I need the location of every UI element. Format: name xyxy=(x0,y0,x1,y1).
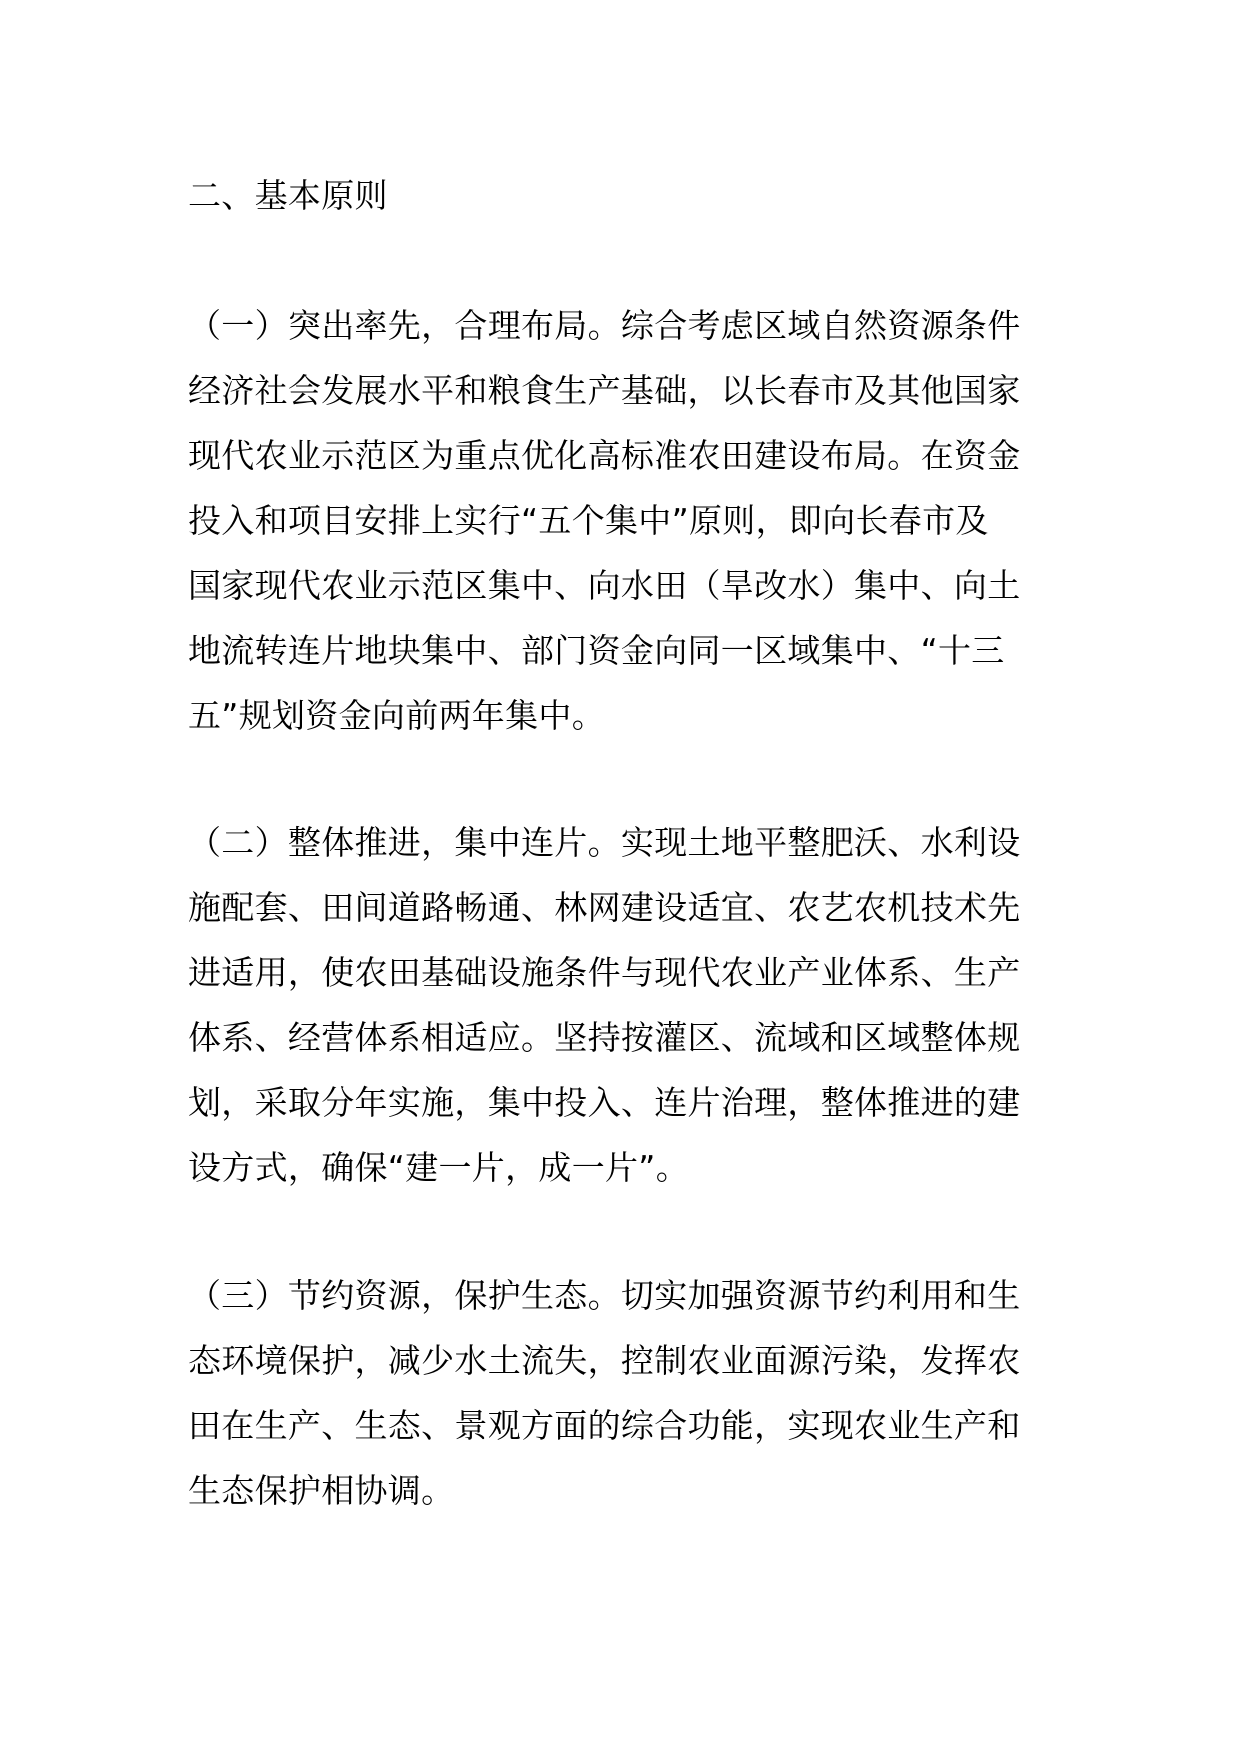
paragraph-2 xyxy=(188,810,1054,1200)
paragraph-line: 生态保护相协调。 xyxy=(188,1471,455,1510)
paragraph-line: 国家现代农业示范区集中、向水田（旱改水）集中、向土 xyxy=(188,566,1021,605)
paragraph-line: 进适用，使农田基础设施条件与现代农业产业体系、生产 xyxy=(188,953,1021,992)
paragraph-line: 现代农业示范区为重点优化高标准农田建设布局。在资金 xyxy=(188,436,1021,475)
paragraph-line: 施配套、田间道路畅通、林网建设适宜、农艺农机技术先 xyxy=(188,888,1021,927)
paragraph-line: 划，采取分年实施，集中投入、连片治理，整体推进的建 xyxy=(188,1083,1021,1122)
paragraph-line: 地流转连片地块集中、部门资金向同一区域集中、“十三 xyxy=(188,631,1005,670)
heading-text: 二、基本原则 xyxy=(188,176,388,215)
section-heading xyxy=(188,163,1054,228)
paragraph-line: （二）整体推进，集中连片。实现土地平整肥沃、水利设 xyxy=(188,823,1021,862)
paragraph-line: （三）节约资源，保护生态。切实加强资源节约利用和生 xyxy=(188,1276,1021,1315)
paragraph-line: 田在生产、生态、景观方面的综合功能，实现农业生产和 xyxy=(188,1406,1021,1445)
paragraph-line: 投入和项目安排上实行“五个集中”原则，即向长春市及 xyxy=(188,501,989,540)
paragraph-line: 五”规划资金向前两年集中。 xyxy=(188,696,605,735)
paragraph-line: （一）突出率先，合理布局。综合考虑区域自然资源条件 xyxy=(188,306,1021,345)
paragraph-line: 经济社会发展水平和粮食生产基础，以长春市及其他国家 xyxy=(188,371,1021,410)
paragraph-3 xyxy=(188,1263,1054,1523)
paragraph-line: 体系、经营体系相适应。坚持按灌区、流域和区域整体规 xyxy=(188,1018,1021,1057)
paragraph-1 xyxy=(188,293,1054,748)
paragraph-line: 设方式，确保“建一片，成一片”。 xyxy=(188,1148,689,1187)
paragraph-line: 态环境保护，减少水土流失，控制农业面源污染，发挥农 xyxy=(188,1341,1021,1380)
